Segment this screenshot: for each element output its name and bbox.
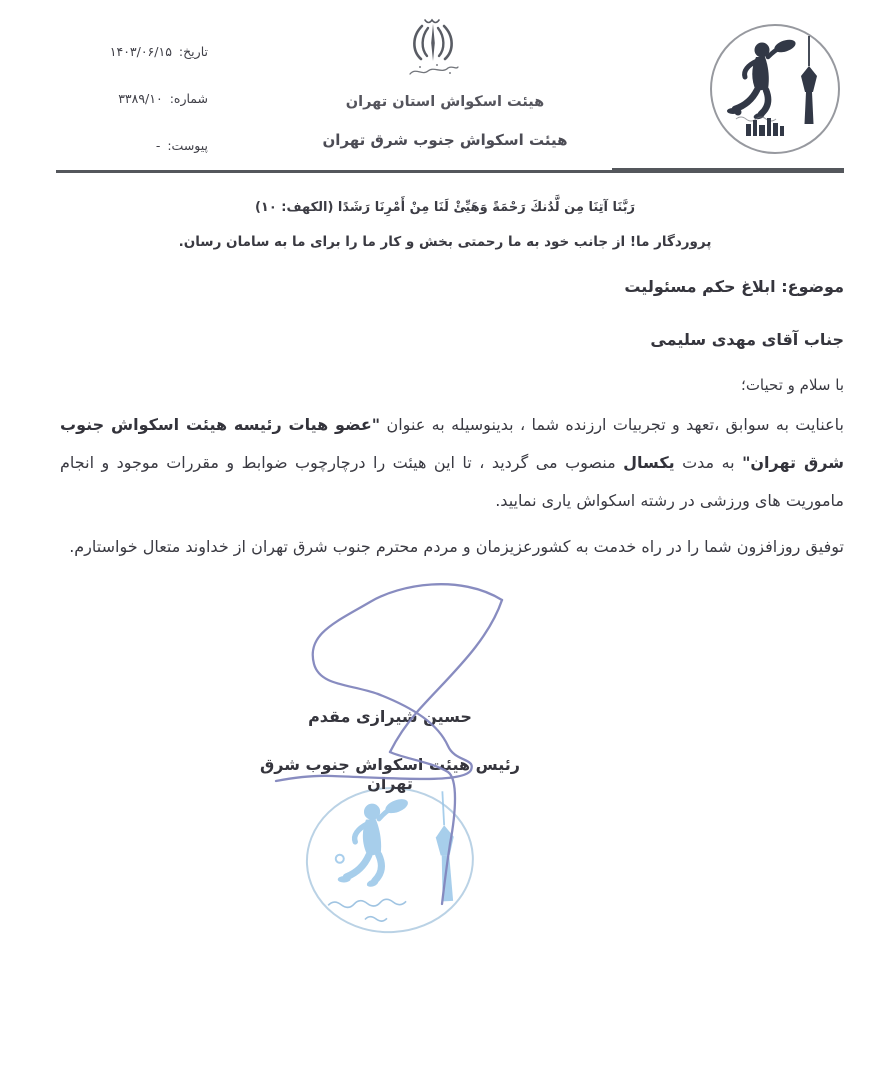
attachment-value: - <box>155 138 161 153</box>
body1-seg1: باعنایت به سوابق ،تعهد و تجربیات ارزنده شما ، بدینوسیله به عنوان <box>380 415 844 434</box>
org-name-district: هیئت اسکواش جنوب شرق تهران <box>322 131 568 149</box>
greeting-line: با سلام و تحیات؛ <box>741 376 844 394</box>
number-value: ۳۳۸۹/۱۰ <box>118 91 163 106</box>
header-divider-segment <box>612 168 844 171</box>
national-emblem-icon <box>404 14 462 86</box>
number-label: شماره: <box>169 91 208 106</box>
verse-translation: پروردگار ما! از جانب خود به ما رحمتی بخش و کار ما را برای ما به سامان رسان. <box>178 234 712 250</box>
number-field <box>78 91 208 106</box>
addressee-line: جناب آقای مهدی سلیمی <box>650 330 844 349</box>
date-value: ۱۴۰۳/۰۶/۱۵ <box>109 44 172 59</box>
signature-scribble <box>252 582 552 927</box>
body-paragraph-1 <box>60 406 844 520</box>
body-paragraph-2: توفیق روزافزون شما را در راه خدمت به کشورعزیزمان و مردم محترم جنوب شرق تهران از خداوند متعال خواستارم. <box>69 537 844 556</box>
signer-title: رئیس هیئت اسکواش جنوب شرق تهران <box>259 755 521 793</box>
body1-seg5: منصوب می گردید ، تا این هیئت را درچارچوب ضوابط و مقررات موجود و انجام ماموریت های ورزشی در رشته اسکواش یاری نمایید. <box>60 453 844 510</box>
signer-name: حسین شیرازی مقدم <box>308 707 472 726</box>
quran-verse: رَبَّنَا آتِنَا مِن لَّدُنكَ رَحْمَةً وَهَيِّئْ لَنَا مِنْ أَمْرِنَا رَشَدًا (الكهف: ۱۰) <box>254 200 636 215</box>
attachment-field <box>78 138 208 153</box>
date-field <box>78 44 208 59</box>
subject-line: موضوع: ابلاغ حکم مسئولیت <box>624 277 844 296</box>
squash-club-logo-icon <box>702 16 848 162</box>
body1-bold-title: "عضو هیات رئیسه هیئت اسکواش جنوب شرق تهران" <box>60 415 844 472</box>
body1-bold-duration: یکسال <box>623 453 675 472</box>
date-label: تاریخ: <box>178 44 208 59</box>
org-name-province: هیئت اسکواش استان تهران <box>345 94 545 110</box>
attachment-label: پیوست: <box>167 138 208 153</box>
letter-meta <box>78 44 208 153</box>
body1-seg3: به مدت <box>674 453 743 472</box>
